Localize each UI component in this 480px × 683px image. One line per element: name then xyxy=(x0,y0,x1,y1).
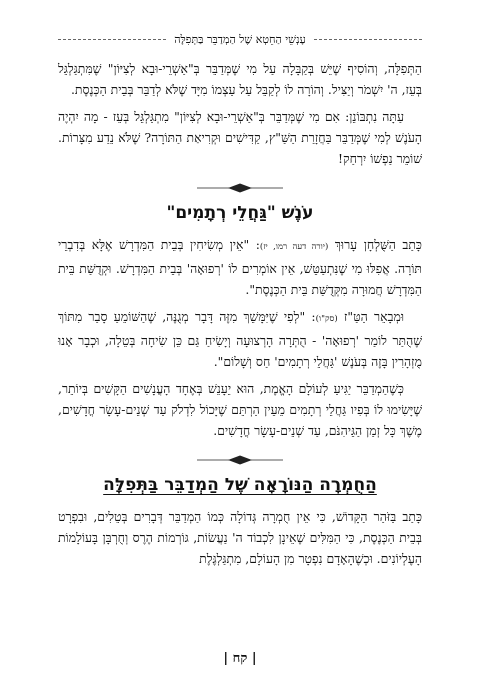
citation: (סק"ו) xyxy=(315,314,338,324)
section-title: הַחֻמְרָה הַנּוֹרָאָה שֶׁל הַמְדַבֵּר בַּתְּפִלָּה xyxy=(103,475,377,495)
running-header xyxy=(58,28,422,50)
header-dash-left xyxy=(58,39,166,40)
paragraph xyxy=(58,234,422,300)
section-divider-ornament xyxy=(58,447,422,473)
paragraph xyxy=(58,306,422,372)
paragraph: עַתָּה נִתְבּוֹנֵן: אִם מִי שֶׁמְּדַבֵּר בְּ"אַשְׁרֵי-וּבָא לְצִיּוֹן" מִתְגַּלְגֵּל בְּעֵז - מָה יִהְיֶה הָעֹנֶשׁ לְמִי שֶׁמְּדַבֵּר בַּחֲזָרַת הַשַּׁ"ץ, קַדִּישִׁים וּקְרִיאַת הַתּוֹרָה? שֶׁלֹּא נֵדַע מִצָּרוֹת. שׁוֹמֵר נַפְשׁוֹ יִרְחַק! xyxy=(58,109,422,166)
running-head-title: עָנְשֵׁי הַחֵטְא שֶׁל הַמְדַבֵּר בַּתְּפִלָּה xyxy=(174,32,306,46)
header-dash-right xyxy=(314,39,422,40)
section-title: עֹנֶשׁ "גַּחֲלֵי רְתָמִים" xyxy=(166,203,314,223)
paragraph-text: : "לְפִי שֶׁיִּמָּשֵׁךְ מִזֶּה דָּבָר מְגֻנֶּה, שֶׁהַשּׁוֹמֵעַ סָבַר מִתּוֹךְ שֶׁהֻתַּר לוֹמַר 'רְפוּאָה' - הֻתְּרָה הָרְצוּעָה וְיָשִׂיחַ גַּם כֵּן שִׂיחָה בְּטֵלָה, וּכְבָר אָנוּ מֻזְהָרִין בָּזֶה בְּעֹנֶשׁ 'גַּחֲלֵי רְתָמִים' חַס וְשָׁלוֹם". xyxy=(58,309,422,369)
paragraph-lead: וּמְבָאֵר הַטַּ"ז xyxy=(343,309,404,324)
page-number: | קח | xyxy=(223,651,257,666)
section-divider-ornament xyxy=(58,175,422,201)
paragraph: כָּתַב בַּזֹּהַר הַקָּדוֹשׁ, כִּי אֵין חֻמְרָה גְּדוֹלָה כְּמוֹ הַמְדַבֵּר דְּבָרִים בְּטֵלִים, וּבִפְרָט בְּבֵית הַכְּנֶסֶת, כִּי הַמִּלִּים שֶׁאֵינָן לִכְבוֹד ה' נַעֲשׂוֹת, גּוֹרְמוֹת הֶרֶס וְחֻרְבָּן בָּעוֹלָמוֹת הָעֶלְיוֹנִים. וּכְשֶׁהָאָדָם נִפְטָר מִן הָעוֹלָם, מִתְגַּלְגֶּלֶת xyxy=(58,509,422,566)
page-body xyxy=(58,58,422,575)
paragraph-text: : "אֵין מְשִׂיחִין בְּבֵית הַמִּדְרָשׁ אֶלָּא בְּדִבְרֵי תּוֹרָה. אֲפִלּוּ מִי שֶׁנִּתְעַטֵּשׁ, אֵין אוֹמְרִים לוֹ 'רְפוּאָה' בְּבֵית הַמִּדְרָשׁ. וּקְדֻשַּׁת בֵּית הַמִּדְרָשׁ חֲמוּרָה מִקְּדֻשַּׁת בֵּית הַכְּנֶסֶת". xyxy=(58,237,422,297)
paragraph: כְּשֶׁהַמְדַבֵּר יַגִּיעַ לְעוֹלָם הָאֱמֶת, הוּא יֵעָנֵשׁ בְּאֶחָד הָעֳנָשִׁים הַקָּשִׁים בְּיוֹתֵר, שֶׁיָּשִׂימוּ לוֹ בְּפִיו גַּחֲלֵי רְתָמִים מֵעֵין הַרְתֵּם שֶׁיָּכוֹל לִדְלֹק עַד שְׁנֵים-עָשָׂר חֳדָשִׁים, מֶשֶׁךְ כָּל זְמַן הַגֵּיהִנֹּם, עַד שְׁנֵים-עָשָׂר חֳדָשִׁים. xyxy=(58,381,422,438)
paragraph: הַתְּפִלָּה, וְהוֹסִיף שֶׁיֵּשׁ בְּקַבָּלָה עַל מִי שֶׁמְּדַבֵּר בְּ"אַשְׁרֵי-וּבָא לְצִיּוֹן" שֶׁמִּתְגַּלְגֵּל בְּעֵז, ה' יִשְׁמֹר וְיַצִּיל. וְהוֹרָה לוֹ לְקַבֵּל עַל עַצְמוֹ מִיָּד שֶׁלֹּא לְדַבֵּר בְּבֵית הַכְּנֶסֶת. xyxy=(58,61,422,97)
paragraph-lead: כָּתַב הַשֻּׁלְחָן עָרוּךְ xyxy=(334,237,422,252)
citation: (יורה דעה רמו, יז) xyxy=(259,242,329,252)
